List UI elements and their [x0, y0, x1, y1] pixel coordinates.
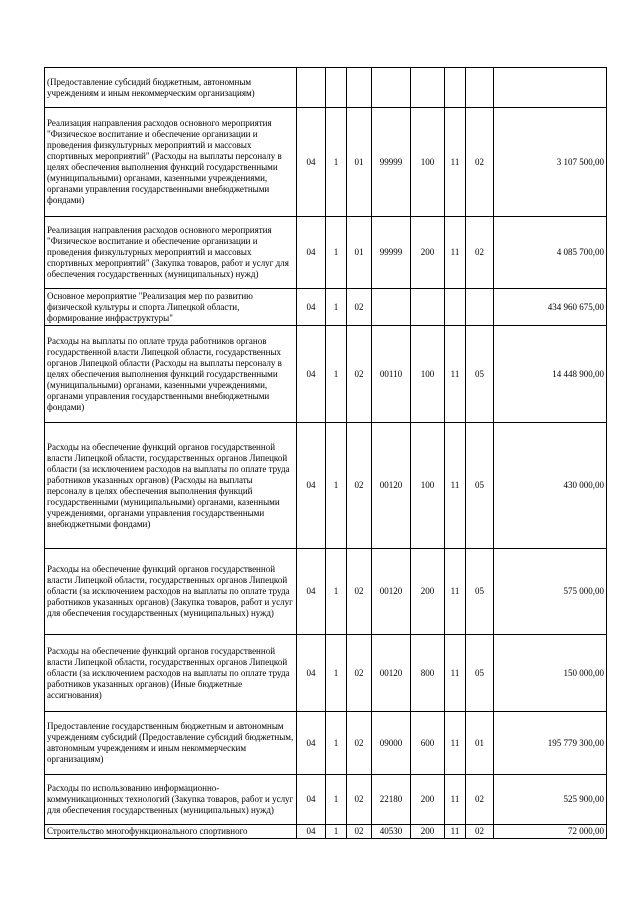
expense-description-cell: Предоставление государственным бюджетным и автономным учреждениям субсидий (Предоставление субсидий бюджетным, автономным учреждениям и иным некоммерческим организациям) [45, 712, 297, 775]
code-cell-c1: 04 [297, 712, 326, 775]
code-cell-c1 [297, 68, 326, 108]
code-cell-c2: 1 [326, 549, 347, 635]
code-cell-c1: 04 [297, 825, 326, 839]
code-cell-c4 [372, 68, 411, 108]
code-cell-c7 [466, 68, 494, 108]
code-cell-c3 [347, 68, 372, 108]
table-row [45, 775, 607, 825]
expense-description-cell: Расходы на выплаты по оплате труда работников органов государственной власти Липецкой области, государственных органов Липецкой области (Расходы на выплаты персоналу в целях обеспечения выполнения функций государственными (муниципальными) органами, казенными учреждениями, органами управления государственными внебюджетными фондами) [45, 326, 297, 423]
amount-cell: 434 960 675,00 [494, 289, 607, 326]
code-cell-c1: 04 [297, 775, 326, 825]
code-cell-c1: 04 [297, 108, 326, 217]
code-cell-c1: 04 [297, 326, 326, 423]
expense-description-cell: Реализация направления расходов основного мероприятия "Физическое воспитание и обеспечение организации и проведения физкультурных мероприятий и массовых спортивных мероприятий" (Расходы на выплаты персоналу в целях обеспечения выполнения функций государственными (муниципальными) органами, казенными учреждениями, органами управления государственными внебюджетными фондами) [45, 108, 297, 217]
table-row [45, 423, 607, 549]
code-cell-c6: 11 [445, 108, 466, 217]
code-cell-c5: 800 [411, 635, 445, 712]
code-cell-c5 [411, 289, 445, 326]
code-cell-c2: 1 [326, 635, 347, 712]
amount-cell [494, 68, 607, 108]
code-cell-c2: 1 [326, 423, 347, 549]
code-cell-c4: 00120 [372, 423, 411, 549]
code-cell-c7: 05 [466, 423, 494, 549]
code-cell-c4: 99999 [372, 217, 411, 289]
table-row [45, 635, 607, 712]
code-cell-c2: 1 [326, 775, 347, 825]
expense-description-cell: Расходы по использованию информационно-коммуникационных технологий (Закупка товаров, работ и услуг для обеспечения государственных (муниципальных) нужд) [45, 775, 297, 825]
expense-description-cell: Строительство многофункционального спортивного [45, 825, 297, 839]
code-cell-c4: 99999 [372, 108, 411, 217]
table-row [45, 326, 607, 423]
code-cell-c3: 02 [347, 825, 372, 839]
code-cell-c3: 02 [347, 775, 372, 825]
code-cell-c2: 1 [326, 326, 347, 423]
code-cell-c7: 01 [466, 712, 494, 775]
code-cell-c4: 00120 [372, 549, 411, 635]
code-cell-c7 [466, 289, 494, 326]
amount-cell: 150 000,00 [494, 635, 607, 712]
code-cell-c1: 04 [297, 423, 326, 549]
amount-cell: 195 779 300,00 [494, 712, 607, 775]
budget-table [44, 67, 607, 839]
code-cell-c6: 11 [445, 549, 466, 635]
code-cell-c6: 11 [445, 712, 466, 775]
code-cell-c6: 11 [445, 825, 466, 839]
code-cell-c5: 200 [411, 549, 445, 635]
table-row [45, 217, 607, 289]
code-cell-c4: 00120 [372, 635, 411, 712]
code-cell-c3: 02 [347, 423, 372, 549]
expense-description-cell: (Предоставление субсидий бюджетным, автономным учреждениям и иным некоммерческим организациям) [45, 68, 297, 108]
code-cell-c6 [445, 289, 466, 326]
code-cell-c3: 01 [347, 217, 372, 289]
code-cell-c3: 02 [347, 289, 372, 326]
code-cell-c7: 05 [466, 635, 494, 712]
code-cell-c6: 11 [445, 635, 466, 712]
code-cell-c2: 1 [326, 289, 347, 326]
code-cell-c5: 100 [411, 326, 445, 423]
code-cell-c7: 02 [466, 825, 494, 839]
code-cell-c3: 02 [347, 635, 372, 712]
amount-cell: 14 448 900,00 [494, 326, 607, 423]
code-cell-c3: 02 [347, 326, 372, 423]
code-cell-c4: 22180 [372, 775, 411, 825]
code-cell-c5 [411, 68, 445, 108]
code-cell-c7: 02 [466, 108, 494, 217]
code-cell-c3: 02 [347, 549, 372, 635]
table-row [45, 549, 607, 635]
code-cell-c2: 1 [326, 217, 347, 289]
code-cell-c1: 04 [297, 289, 326, 326]
table-row [45, 825, 607, 839]
table-row [45, 289, 607, 326]
code-cell-c5: 100 [411, 108, 445, 217]
code-cell-c7: 05 [466, 549, 494, 635]
expense-description-cell: Расходы на обеспечение функций органов государственной власти Липецкой области, государственных органов Липецкой области (за исключением расходов на выплаты по оплате труда работников указанных органов) (Расходы на выплаты персоналу в целях обеспечения выполнения функций государственными (муниципальными) органами, казенными учреждениями, органами управления государственными внебюджетными фондами) [45, 423, 297, 549]
table-row [45, 108, 607, 217]
budget-table-body [45, 68, 607, 839]
code-cell-c6: 11 [445, 326, 466, 423]
amount-cell: 4 085 700,00 [494, 217, 607, 289]
code-cell-c1: 04 [297, 635, 326, 712]
code-cell-c6 [445, 68, 466, 108]
table-row [45, 68, 607, 108]
code-cell-c5: 200 [411, 775, 445, 825]
code-cell-c3: 01 [347, 108, 372, 217]
expense-description-cell: Реализация направления расходов основного мероприятия "Физическое воспитание и обеспечение организации и проведения физкультурных мероприятий и массовых спортивных мероприятий" (Закупка товаров, работ и услуг для обеспечения государственных (муниципальных) нужд) [45, 217, 297, 289]
code-cell-c2: 1 [326, 712, 347, 775]
code-cell-c4: 00110 [372, 326, 411, 423]
code-cell-c4: 09000 [372, 712, 411, 775]
code-cell-c5: 100 [411, 423, 445, 549]
code-cell-c3: 02 [347, 712, 372, 775]
code-cell-c7: 05 [466, 326, 494, 423]
amount-cell: 525 900,00 [494, 775, 607, 825]
code-cell-c6: 11 [445, 775, 466, 825]
table-row [45, 712, 607, 775]
code-cell-c1: 04 [297, 549, 326, 635]
code-cell-c4: 40530 [372, 825, 411, 839]
code-cell-c4 [372, 289, 411, 326]
amount-cell: 3 107 500,00 [494, 108, 607, 217]
code-cell-c5: 600 [411, 712, 445, 775]
expense-description-cell: Расходы на обеспечение функций органов государственной власти Липецкой области, государственных органов Липецкой области (за исключением расходов на выплаты по оплате труда работников указанных органов) (Закупка товаров, работ и услуг для обеспечения государственных (муниципальных) нужд) [45, 549, 297, 635]
expense-description-cell: Расходы на обеспечение функций органов государственной власти Липецкой области, государственных органов Липецкой области (за исключением расходов на выплаты по оплате труда работников указанных органов) (Иные бюджетные ассигнования) [45, 635, 297, 712]
amount-cell: 72 000,00 [494, 825, 607, 839]
code-cell-c2 [326, 68, 347, 108]
code-cell-c2: 1 [326, 108, 347, 217]
code-cell-c6: 11 [445, 217, 466, 289]
code-cell-c1: 04 [297, 217, 326, 289]
amount-cell: 430 000,00 [494, 423, 607, 549]
code-cell-c5: 200 [411, 217, 445, 289]
code-cell-c6: 11 [445, 423, 466, 549]
amount-cell: 575 000,00 [494, 549, 607, 635]
code-cell-c7: 02 [466, 217, 494, 289]
code-cell-c5: 200 [411, 825, 445, 839]
expense-description-cell: Основное мероприятие "Реализация мер по развитию физической культуры и спорта Липецкой области, формирование инфраструктуры" [45, 289, 297, 326]
code-cell-c2: 1 [326, 825, 347, 839]
code-cell-c7: 02 [466, 775, 494, 825]
